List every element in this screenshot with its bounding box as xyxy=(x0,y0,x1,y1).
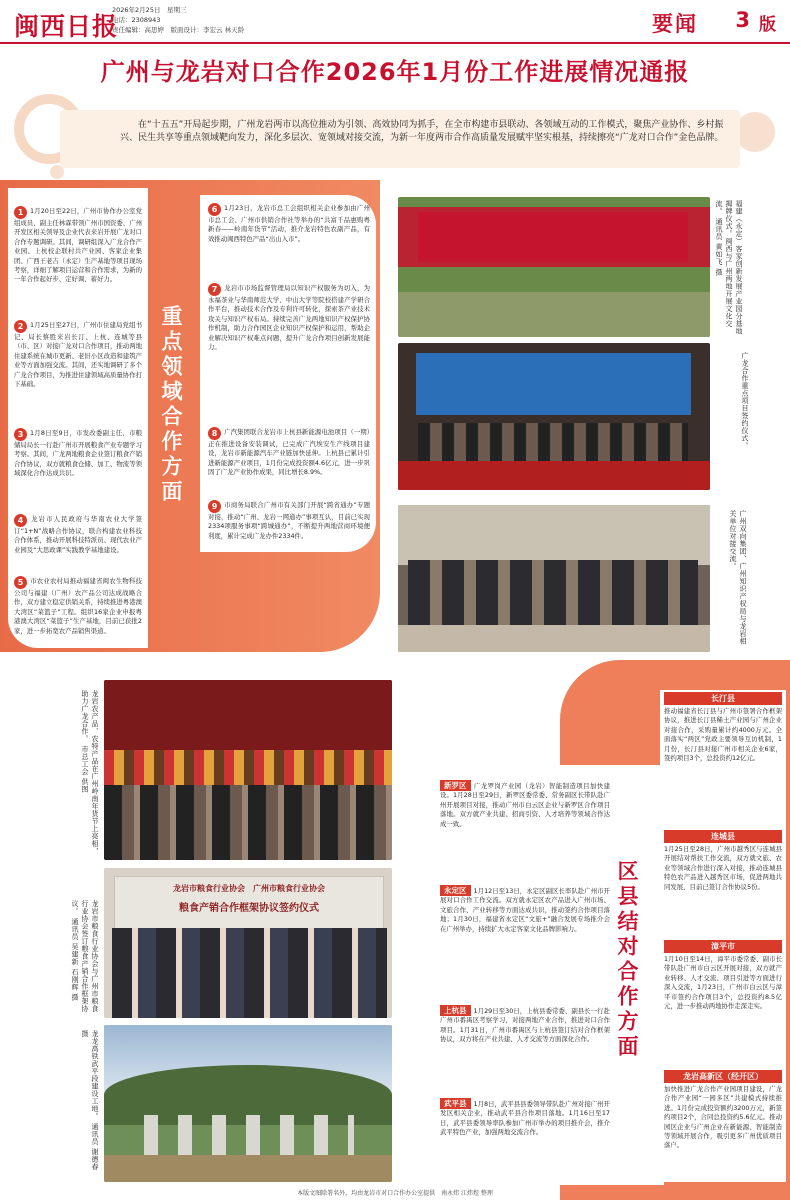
list-item: 3 1月8日至9日，市发改委副主任、市粮储局局长一行赴广州市开展粮食产业专题学习考察。其间，广龙两地粮食企业签订粮食产销合作协议，双方就粮食仓储、加工、物流等领域深化合作达成共识。 xyxy=(14,429,142,478)
photo-caption: 龙龙高铁武平段建设工地。 通讯员 谢德春 摄 xyxy=(81,1030,99,1171)
photo-caption: 广州双向集团、广州知识产权局与龙岩相关单位对接交流。 xyxy=(729,510,747,645)
county-title: 区县结对合作方面 xyxy=(615,860,640,1060)
list-item: 7 龙岩市市场监督管理局以知识产权服务为切入，为永福茶业与华南师范大学、中山大学等院校搭建产学研合作平台，推动技术合作及专利许可转化，探索茶产业技术攻关与知识产权布局。持续完善广龙两地知识产权保护协作机制，助力合作园区企业知识产权保护和运用，帮助企业解决知识产权难点问题，提升广龙合作项目创新发展能力。 xyxy=(208,284,370,352)
issue-date: 2026年2月25日 星期三 xyxy=(112,6,187,14)
county-item: 长汀县 推动福建省长汀县与广州市签署合作框架协议，推进长汀县稀土产业园与广州企业对接合作，采购量累计约4000万元。全面落实“两区”党政主要领导互访机制，1月份，长汀县对接广州市相关企业6家，签约项目3个，总投资约12亿元。 xyxy=(664,694,782,763)
headline: 广州与龙岩对口合作2026年1月份工作进展情况通报 xyxy=(100,58,690,86)
page-suffix: 版 xyxy=(759,15,776,35)
masthead xyxy=(0,0,790,44)
photo-caption: 龙岩农产品、农特产品在广州岭南年货节上亮相，助力广龙合作。 市总工会 供图 xyxy=(81,690,99,855)
photo-grain-agreement xyxy=(104,868,392,1018)
county-item: 龙岩高新区（经开区） 加快推进广龙合作产业园项目建设，广龙合作产业园“一园多区”共建模式持续推进。1月份完成投资额约3200万元，新签约项目2个，合同总投资约5.6亿元。推动园区企业与广州企业在新能源、智能制造等领域开展合作，吸引更多广州优质项目落户。 xyxy=(664,1072,782,1150)
page-number: 3 xyxy=(735,8,750,32)
list-item: 2 1月25日至27日，广州市住建局党组书记、局长蔡胜来岩长汀、上杭、连城等县（市、区）对接广龙对口合作项目，推动两地住建系统在城市更新、老旧小区改造和建筑产业等方面加强交流。其间，还实地调研了多个广龙合作项目，为推进住建领域高质量协作打下基础。 xyxy=(14,321,142,389)
footer-credit: 本版文图除署名外，均由龙岩市对口合作办公室提供 南永炜 江炜煜 整理 xyxy=(297,1190,493,1197)
photo-caption: 广龙合作重点项目签约仪式。 xyxy=(741,352,749,450)
key-fields-title: 重点领域合作方面 xyxy=(159,305,184,505)
photo-caption: 福建（永定）客家创新发展产业园分基地揭牌仪式。闽西与广州两地开展文化交流。 通讯员 黄如飞 摄 xyxy=(715,200,743,335)
list-item: 9 市商务局联合广州市有关部门开展“跨省通办”专题对接，推动“广州、龙岩一网通办”事项互认，目前已实现2334项服务事项“跨城通办”，不断提升两地营商环境便利度，累计完成广龙办件2334件。 xyxy=(208,501,370,540)
county-item: 武平县 1月8日，武平县县委领导带队赴广州对接广州开发区相关企业，推动武平县合作项目落地。1月16日至17日，武平县委领导率队参加广州市举办的项目推介会，推介武平特色产业，加强两地交流合作。 xyxy=(440,1099,610,1137)
intro-box xyxy=(60,110,740,168)
photo-banner-title: 粮食产销合作框架协议签约仪式 xyxy=(179,903,319,914)
county-item: 永定区 1月12日至13日，永定区副区长率队赴广州市开展对口合作工作交流。双方就永定区农产品进入广州市场、文旅合作、产业转移等方面达成共识，推动签约合作项目落地；1月30日，福建省永定区“文旅+”融合发展专场推介会在广州举办，持续扩大永定客家文化品牌影响力。 xyxy=(440,886,610,933)
section-name: 要闻 xyxy=(652,12,698,36)
key-fields-panel-right xyxy=(200,195,376,552)
list-item: 6 1月23日，龙岩市总工会组织相关企业参加由广州市总工会、广州市供销合作社等举办的“共富千品惠购粤新春——岭南年货节”活动，推介龙岩特色农副产品，有效推动闽西特色产品“出山入市”。 xyxy=(208,204,370,243)
photo-banner-sub: 龙岩市粮食行业协会 广州市粮食行业协会 xyxy=(173,884,325,893)
masthead-meta xyxy=(112,5,244,35)
photo-meeting xyxy=(398,505,710,652)
county-item: 漳平市 1月10日至14日，漳平市委常委、副市长带队赴广州市白云区开展对接，双方就产业转移、人才交流、项目引进等方面进行深入交流，1月23日，广州市白云区与漳平市签约合作项目3个，总投资约8.5亿元，进一步推动两地协作走深走实。 xyxy=(664,942,782,1011)
photo-new-year-fair xyxy=(104,680,392,860)
decorative-dot xyxy=(735,112,775,152)
county-item: 连城县 1月25日至28日，广州市越秀区与连城县开展结对帮扶工作交流，双方就文旅、农业等领域合作进行深入对接，推动连城县特色农产品进入越秀区市场，促进两地共同发展，目前已签订合作协议5份。 xyxy=(664,832,782,891)
list-item: 4 龙岩市人民政府与华南农业大学签订“1+N”战略合作协议，联合构建农业科技合作体系，推动开展科技特派员、现代农业产业园及“大思政课”实践教学基地建设。 xyxy=(14,515,142,554)
editors: 责任编辑：高思婷 版面设计：李宏云 林天龄 xyxy=(112,26,245,34)
newspaper-logo: 闽西日报 xyxy=(14,12,119,41)
photo-performance xyxy=(398,197,710,337)
county-item: 上杭县 1月29日至30日，上杭县委常委、副县长一行赴广州市番禺区考察学习，对接两地产业合作，推进对口合作项目。1月31日，广州市番禺区与上杭县签订结对合作框架协议，双方将在产业共建、人才交流等方面深化合作。 xyxy=(440,1006,610,1044)
county-item: 新罗区 广龙罗岗产业园（龙岩）智能制造项目加快建设。1月28日至29日，新罗区委常委、常务副区长带队赴广州开展项目对接，推动广州市白云区企业与新罗区合作项目落地。双方就产业共建、招商引资、人才培养等领域合作达成一致。 xyxy=(440,781,610,828)
intro-text: 在“十五五”开局起步期，广州龙岩两市以高位推动为引领、高效协同为抓手，在全市构建市县联动、各领域互动的工作模式，聚焦产业协作、乡村振兴、民生共享等重点领域靶向发力，深化多层次、宽领域对接交流，为新一年度两市合作高质量发展赋牢坚实根基，持续擦亮“广龙对口合作”金色品牌。 xyxy=(120,120,724,143)
photo-railway-construction xyxy=(104,1025,392,1182)
list-item: 8 广汽集团联合龙岩市上杭县新能源电池项目（一期）正在推进设备安装调试，已完成广汽埃安生产线项目建设，龙岩市新能源汽车产业链加快延伸。上杭县已累计引进新能源产业项目，1月份完成投资额4.6亿元，进一步巩固了广龙产业协作成果，同比增长8.9%。 xyxy=(208,428,370,477)
list-item: 5 市农业农村局推动福建省闽农生物科技公司与福建（广州）农产品公司达成战略合作，双方建立稳定供销关系，持续推进粤港澳大湾区“菜篮子”工程。组织16家企业申报粤港澳大湾区“菜篮子”生产基地，目前已获批2家，进一步拓宽农产品销售渠道。 xyxy=(14,577,142,635)
phone: 电话：2308943 xyxy=(112,16,161,24)
photo-caption: 龙岩市粮食行业协会与广州市粮食行业协会签订粮食产销合作框架协议。 通讯员 吴建新 石刚辉 摄 xyxy=(71,900,99,1013)
list-item: 1 1月20日至22日，广州市协作办公室党组成员、副主任林霖带领广州市国资委、广州开发区相关领导及企业代表来岩开展广龙对口合作专题调研。其间，调研组深入广龙合作产业园、上杭校企联村共产业园、客家企业集团、广西王老吉（永定）生产基地等项目现场考察，详细了解项目运营和合作需求，为新的一年合作起好步、定好调、蓄好力。 xyxy=(14,207,142,284)
photo-signing-ceremony xyxy=(398,343,710,490)
